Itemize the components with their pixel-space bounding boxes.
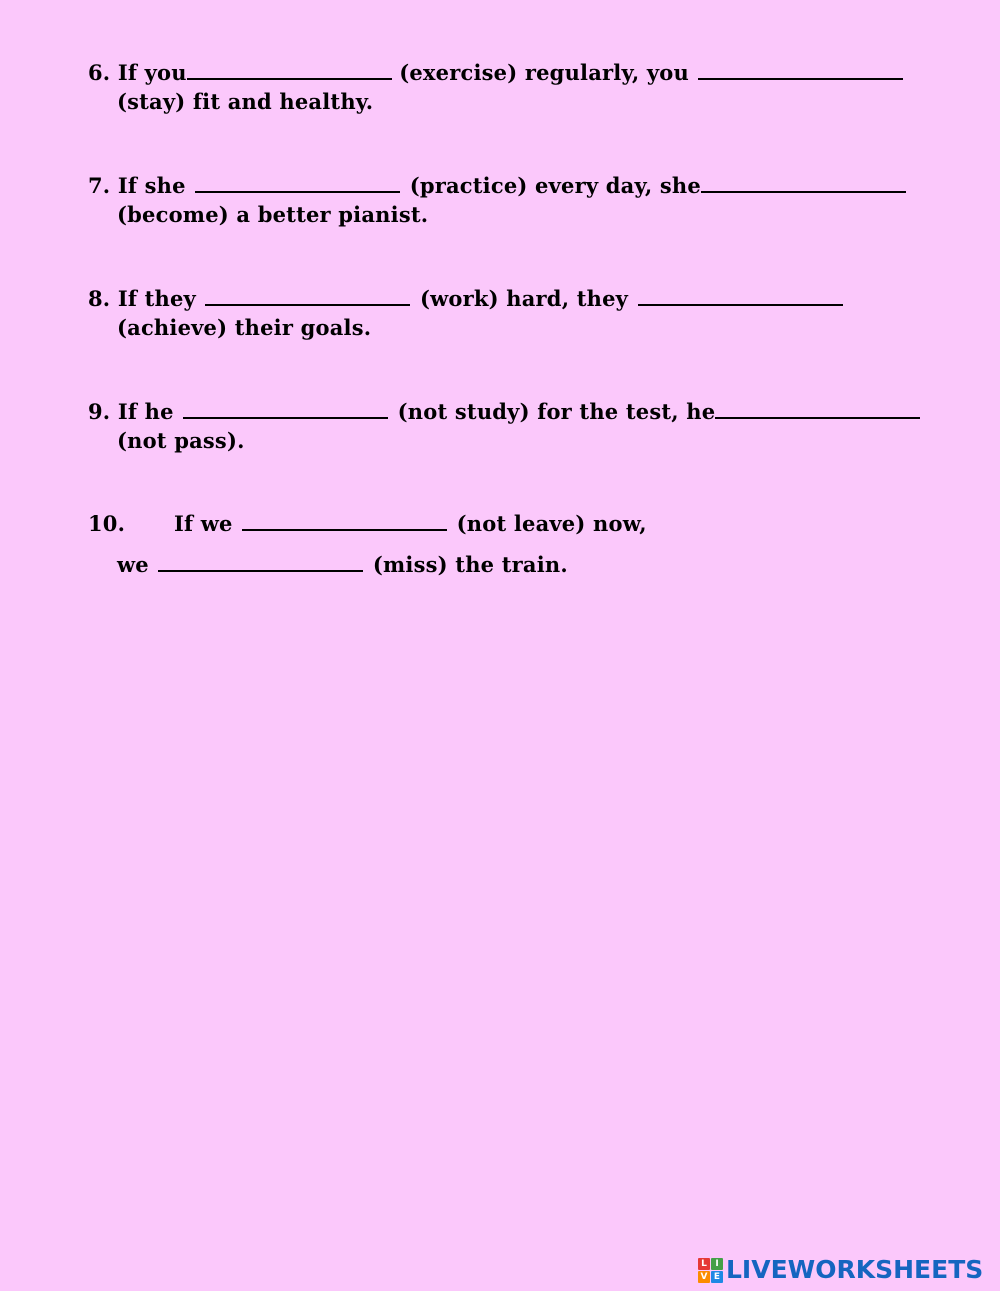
- answer-blank-1[interactable]: [187, 58, 392, 80]
- answer-blank-2[interactable]: [701, 171, 906, 193]
- answer-blank-2[interactable]: [698, 58, 903, 80]
- answer-blank-1[interactable]: [183, 397, 388, 419]
- logo-letter-e: E: [711, 1271, 723, 1283]
- question-verb-2: (not pass).: [117, 428, 245, 453]
- question-number: 8.: [88, 286, 111, 311]
- question-number: 7.: [88, 173, 111, 198]
- question-7-line-2: [117, 200, 428, 230]
- answer-blank-1[interactable]: [205, 284, 410, 306]
- question-6-line-1: [88, 58, 905, 88]
- answer-blank-2[interactable]: [715, 397, 920, 419]
- question-verb-2: (miss) the train.: [372, 552, 568, 577]
- question-verb-2: (achieve) their goals.: [117, 315, 372, 340]
- answer-blank-2[interactable]: [158, 550, 363, 572]
- question-number: 6.: [88, 60, 111, 85]
- question-verb-1: (exercise) regularly, you: [399, 60, 689, 85]
- question-lead: If she: [117, 173, 186, 198]
- question-verb-1: (not study) for the test, he: [397, 399, 716, 424]
- question-7-line-1: [88, 171, 906, 201]
- question-number: 10.: [88, 511, 126, 536]
- question-verb-2: (become) a better pianist.: [117, 202, 429, 227]
- answer-blank-1[interactable]: [195, 171, 400, 193]
- answer-blank-2[interactable]: [638, 284, 843, 306]
- question-lead-2: we: [117, 552, 149, 577]
- question-9-line-2: [117, 426, 245, 456]
- question-8-line-2: [117, 313, 371, 343]
- answer-blank-1[interactable]: [242, 509, 447, 531]
- question-10-line-2: [117, 550, 568, 580]
- question-6-line-2: [117, 87, 373, 117]
- question-8-line-1: [88, 284, 845, 314]
- question-verb-2: (stay) fit and healthy.: [117, 89, 374, 114]
- question-number: 9.: [88, 399, 111, 424]
- question-lead: If you: [117, 60, 187, 85]
- question-verb-1: (not leave) now,: [456, 511, 647, 536]
- question-verb-1: (work) hard, they: [419, 286, 629, 311]
- question-lead: If he: [117, 399, 174, 424]
- question-9-line-1: [88, 397, 920, 427]
- question-lead: If they: [117, 286, 196, 311]
- question-10-line-1: [88, 509, 647, 539]
- logo-letter-i: I: [711, 1258, 723, 1270]
- logo-letter-l: L: [698, 1258, 710, 1270]
- logo-letter-v: V: [698, 1271, 710, 1283]
- liveworksheets-logo: [698, 1256, 983, 1284]
- question-verb-1: (practice) every day, she: [409, 173, 701, 198]
- logo-mark-icon: [698, 1258, 723, 1283]
- question-lead: If we: [174, 511, 233, 536]
- logo-wordmark: LIVEWORKSHEETS: [726, 1255, 984, 1284]
